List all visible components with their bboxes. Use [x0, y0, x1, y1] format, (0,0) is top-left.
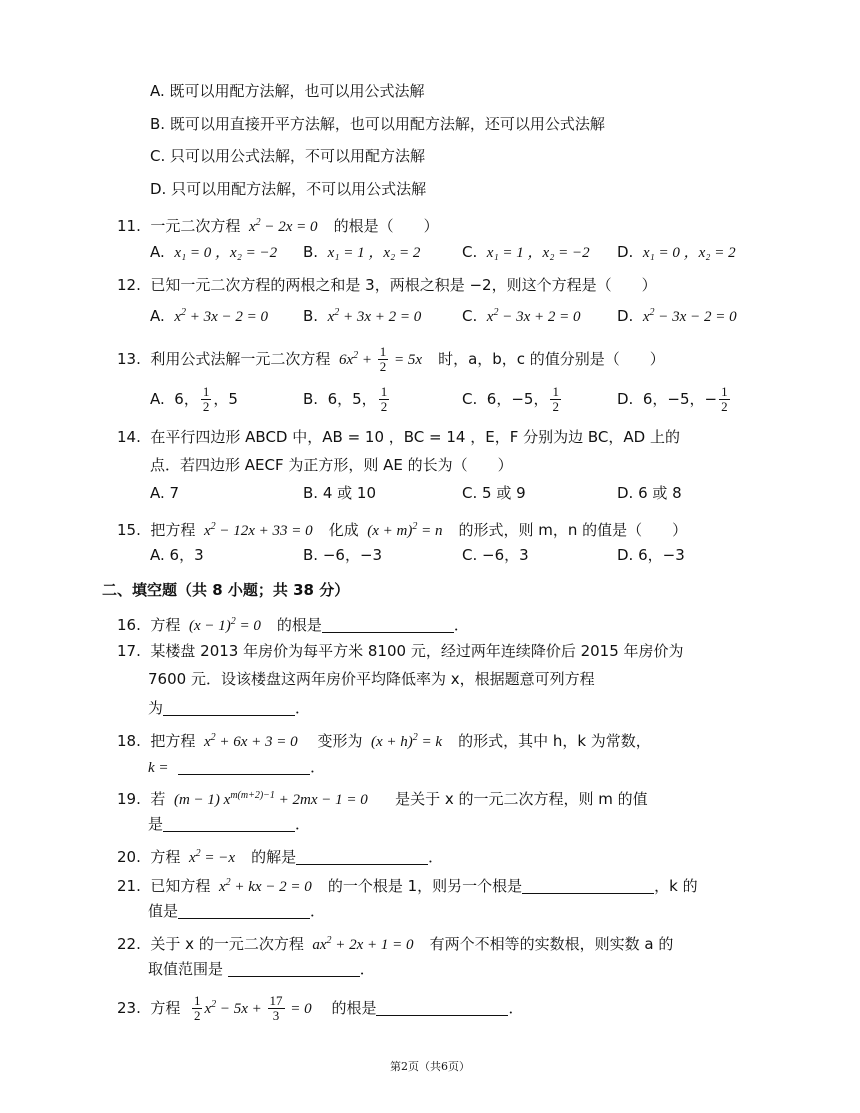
option-label: B.	[303, 307, 319, 325]
question-20: 20. 方程 $x^2 = -x$ 的解是 ．	[117, 848, 444, 866]
question-text: 变形为	[317, 732, 363, 750]
answer-blank[interactable]	[178, 902, 310, 919]
q13-option-b: B. 6，5， $\frac{1}{2}$	[303, 384, 388, 414]
q10-option-a: A. 既可以用配方法解，也可以用公式法解	[150, 82, 425, 100]
question-text: 一元二次方程	[150, 217, 241, 235]
option-value: x₁ = 0 ，x₂ = 2	[642, 245, 736, 261]
question-text: 的形式，其中 h，k 为常数，	[458, 732, 651, 750]
question-21	[117, 872, 698, 898]
answer-blank[interactable]	[296, 848, 428, 865]
question-text: 的根是（ ）	[333, 217, 439, 235]
option-label: B.	[303, 390, 319, 408]
question-text: 利用公式法解一元二次方程	[150, 350, 331, 368]
q10-option-d: D. 只可以用配方法解，不可以用公式法解	[150, 180, 427, 198]
question-19	[117, 785, 648, 811]
question-text: 关于 x 的一元二次方程	[150, 935, 304, 953]
question-text: 的解是	[251, 848, 297, 866]
question-number: 20.	[117, 848, 141, 866]
option-value: x₁ = 1 ，x₂ = −2	[486, 245, 590, 261]
q12-option-b: B. $x^2 + 3x + 2 = 0$	[303, 307, 422, 325]
equation: $x^2 - 2x = 0$	[245, 217, 329, 235]
question-text: 有两个不相等的实数根，则实数 a 的	[429, 935, 674, 953]
question-text: 为	[148, 699, 164, 717]
q12-option-a: A. $x^2 + 3x - 2 = 0$	[150, 307, 269, 325]
question-text: 把方程	[150, 732, 196, 750]
q11-option-a	[150, 241, 277, 264]
question-15	[117, 516, 687, 542]
q14-option-a: A. 7	[150, 484, 180, 502]
question-17-line2: 7600 元．设该楼盘这两年房价平均降低率为 x，根据题意可列方程	[148, 670, 595, 688]
equation: $(x - 1)^2 = 0$	[185, 616, 273, 634]
question-text: 方程	[150, 616, 181, 634]
option-label: B.	[303, 243, 319, 261]
q13-option-a: A. 6， $\frac{1}{2}$ ，5	[150, 384, 238, 414]
answer-blank[interactable]	[178, 758, 310, 775]
question-13: 13. 利用公式法解一元二次方程 $6x^2$ + $\frac{1}{2}$ = 5x 时，a，b，c 的值分别是（ ）	[117, 344, 665, 374]
equation: (m − 1) $x^{m(m+2)-1} + 2mx - 1 = 0$	[170, 790, 391, 808]
question-16: 16. 方程 $(x - 1)^2 = 0$ 的根是 ．	[117, 616, 469, 634]
equation: $(x + h)^2 = k$	[367, 732, 454, 750]
question-number: 17.	[117, 642, 141, 660]
question-22-line2: 取值范围是 ．	[148, 960, 375, 978]
question-text: ，k 的	[654, 877, 698, 895]
option-label: D.	[617, 390, 634, 408]
question-text: 若	[150, 790, 166, 808]
option-label: A.	[150, 243, 165, 261]
question-text: 在平行四边形 ABCD 中，AB = 10 ，BC = 14 ，E，F 分别为边 BC，AD 上的	[150, 428, 680, 446]
option-label: A.	[150, 390, 165, 408]
question-text: 方程	[150, 999, 181, 1017]
question-text: k =	[148, 760, 169, 776]
question-text: 已知方程	[150, 877, 211, 895]
question-text: 时，a，b，c 的值分别是（ ）	[438, 350, 665, 368]
answer-blank[interactable]	[163, 699, 295, 716]
question-17-line3: 为 ．	[148, 699, 311, 717]
question-number: 13.	[117, 350, 141, 368]
equation: $x^2$ + kx − 2 = 0	[215, 877, 324, 895]
answer-blank[interactable]	[522, 877, 654, 894]
question-number: 14.	[117, 428, 141, 446]
page-footer: 第2页（共6页）	[390, 1060, 470, 1073]
question-number: 22.	[117, 935, 141, 953]
option-label: D.	[617, 307, 634, 325]
q15-option-a: A. 6，3	[150, 546, 204, 564]
question-number: 23.	[117, 999, 141, 1017]
question-text: 某楼盘 2013 年房价为每平方米 8100 元，经过两年连续降价后 2015 年房价为	[150, 642, 684, 660]
question-text: 值是	[148, 902, 179, 920]
option-label: A.	[150, 307, 165, 325]
equation: $x^2 - 12x + 33 = 0$	[200, 521, 324, 539]
question-18	[117, 727, 651, 753]
question-text: 把方程	[150, 521, 196, 539]
option-label: C.	[462, 243, 478, 261]
q14-option-c: C. 5 或 9	[462, 484, 526, 502]
question-number: 12.	[117, 276, 141, 294]
question-text: 已知一元二次方程的两根之和是 3，两根之积是 −2，则这个方程是（ ）	[150, 276, 657, 294]
q10-option-c: C. 只可以用公式法解，不可以用配方法解	[150, 147, 426, 165]
question-21-line2: 值是 ．	[148, 902, 326, 920]
fraction: $\frac{1}{2}$	[193, 993, 201, 1023]
q14-option-b: B. 4 或 10	[303, 484, 376, 502]
q12-option-d: D. $x^2 - 3x - 2 = 0$	[617, 307, 737, 325]
question-12	[117, 274, 657, 296]
question-17	[117, 640, 684, 662]
question-11	[117, 212, 439, 238]
answer-blank[interactable]	[163, 815, 295, 832]
section-heading: 二、填空题（共 8 小题；共 38 分）	[102, 581, 350, 599]
answer-blank[interactable]	[376, 999, 508, 1016]
question-text: 的根是	[276, 616, 322, 634]
q15-option-d: D. 6，−3	[617, 546, 685, 564]
question-number: 15.	[117, 521, 141, 539]
question-number: 18.	[117, 732, 141, 750]
equation: $6x^2$ +	[335, 350, 376, 368]
question-text: 是	[148, 815, 164, 833]
question-text: 的一个根是 1，则另一个根是	[327, 877, 523, 895]
option-label: C.	[462, 307, 478, 325]
q12-option-c: C. $x^2 - 3x + 2 = 0$	[462, 307, 581, 325]
question-number: 19.	[117, 790, 141, 808]
equation: $(x + m)^2 = n$	[363, 521, 454, 539]
option-value: x₁ = 1 ，x₂ = 2	[327, 245, 421, 261]
question-text: 的形式，则 m，n 的值是（ ）	[458, 521, 688, 539]
question-14	[117, 426, 680, 448]
fraction: $\frac{1}{2}$	[379, 344, 387, 374]
equation: $x^2 = -x$	[185, 848, 247, 866]
answer-blank[interactable]	[228, 960, 360, 977]
q15-option-b: B. −6，−3	[303, 546, 383, 564]
equation: $ax^2 + 2x + 1 = 0$	[308, 935, 425, 953]
question-14-line2: 点．若四边形 AECF 为正方形，则 AE 的长为（ ）	[150, 456, 513, 474]
answer-blank[interactable]	[322, 616, 454, 633]
option-label: D.	[617, 243, 634, 261]
q13-option-c: C. 6，−5， $\frac{1}{2}$	[462, 384, 559, 414]
question-18-line2: k = ．	[148, 758, 326, 776]
fraction: $\frac{17}{3}$	[269, 993, 283, 1023]
question-19-line2: 是 ．	[148, 815, 311, 833]
q11-option-b	[303, 241, 420, 264]
question-number: 21.	[117, 877, 141, 895]
question-text: 的根是	[331, 999, 377, 1017]
option-value: x₁ = 0 ，x₂ = −2	[174, 245, 278, 261]
question-text: 取值范围是	[148, 960, 224, 978]
question-text: 化成	[328, 521, 359, 539]
question-23: 23. 方程 $\frac{1}{2}$ $x^2 - 5x$ + $\frac{17}{3}$ = 0 的根是 ．	[117, 993, 524, 1023]
question-number: 16.	[117, 616, 141, 634]
question-number: 11.	[117, 217, 141, 235]
q10-option-b: B. 既可以用直接开平方法解，也可以用配方法解，还可以用公式法解	[150, 115, 605, 133]
equation: $x^2 + 6x + 3 = 0$	[200, 732, 313, 750]
option-label: C.	[462, 390, 478, 408]
q11-option-d	[617, 241, 736, 264]
q14-option-d: D. 6 或 8	[617, 484, 682, 502]
q13-option-d: D. 6，−5，− $\frac{1}{2}$	[617, 384, 728, 414]
q11-option-c	[462, 241, 590, 264]
question-22	[117, 930, 673, 956]
question-text: 方程	[150, 848, 181, 866]
question-text: 是关于 x 的一元二次方程，则 m 的值	[395, 790, 648, 808]
q15-option-c: C. −6，3	[462, 546, 529, 564]
